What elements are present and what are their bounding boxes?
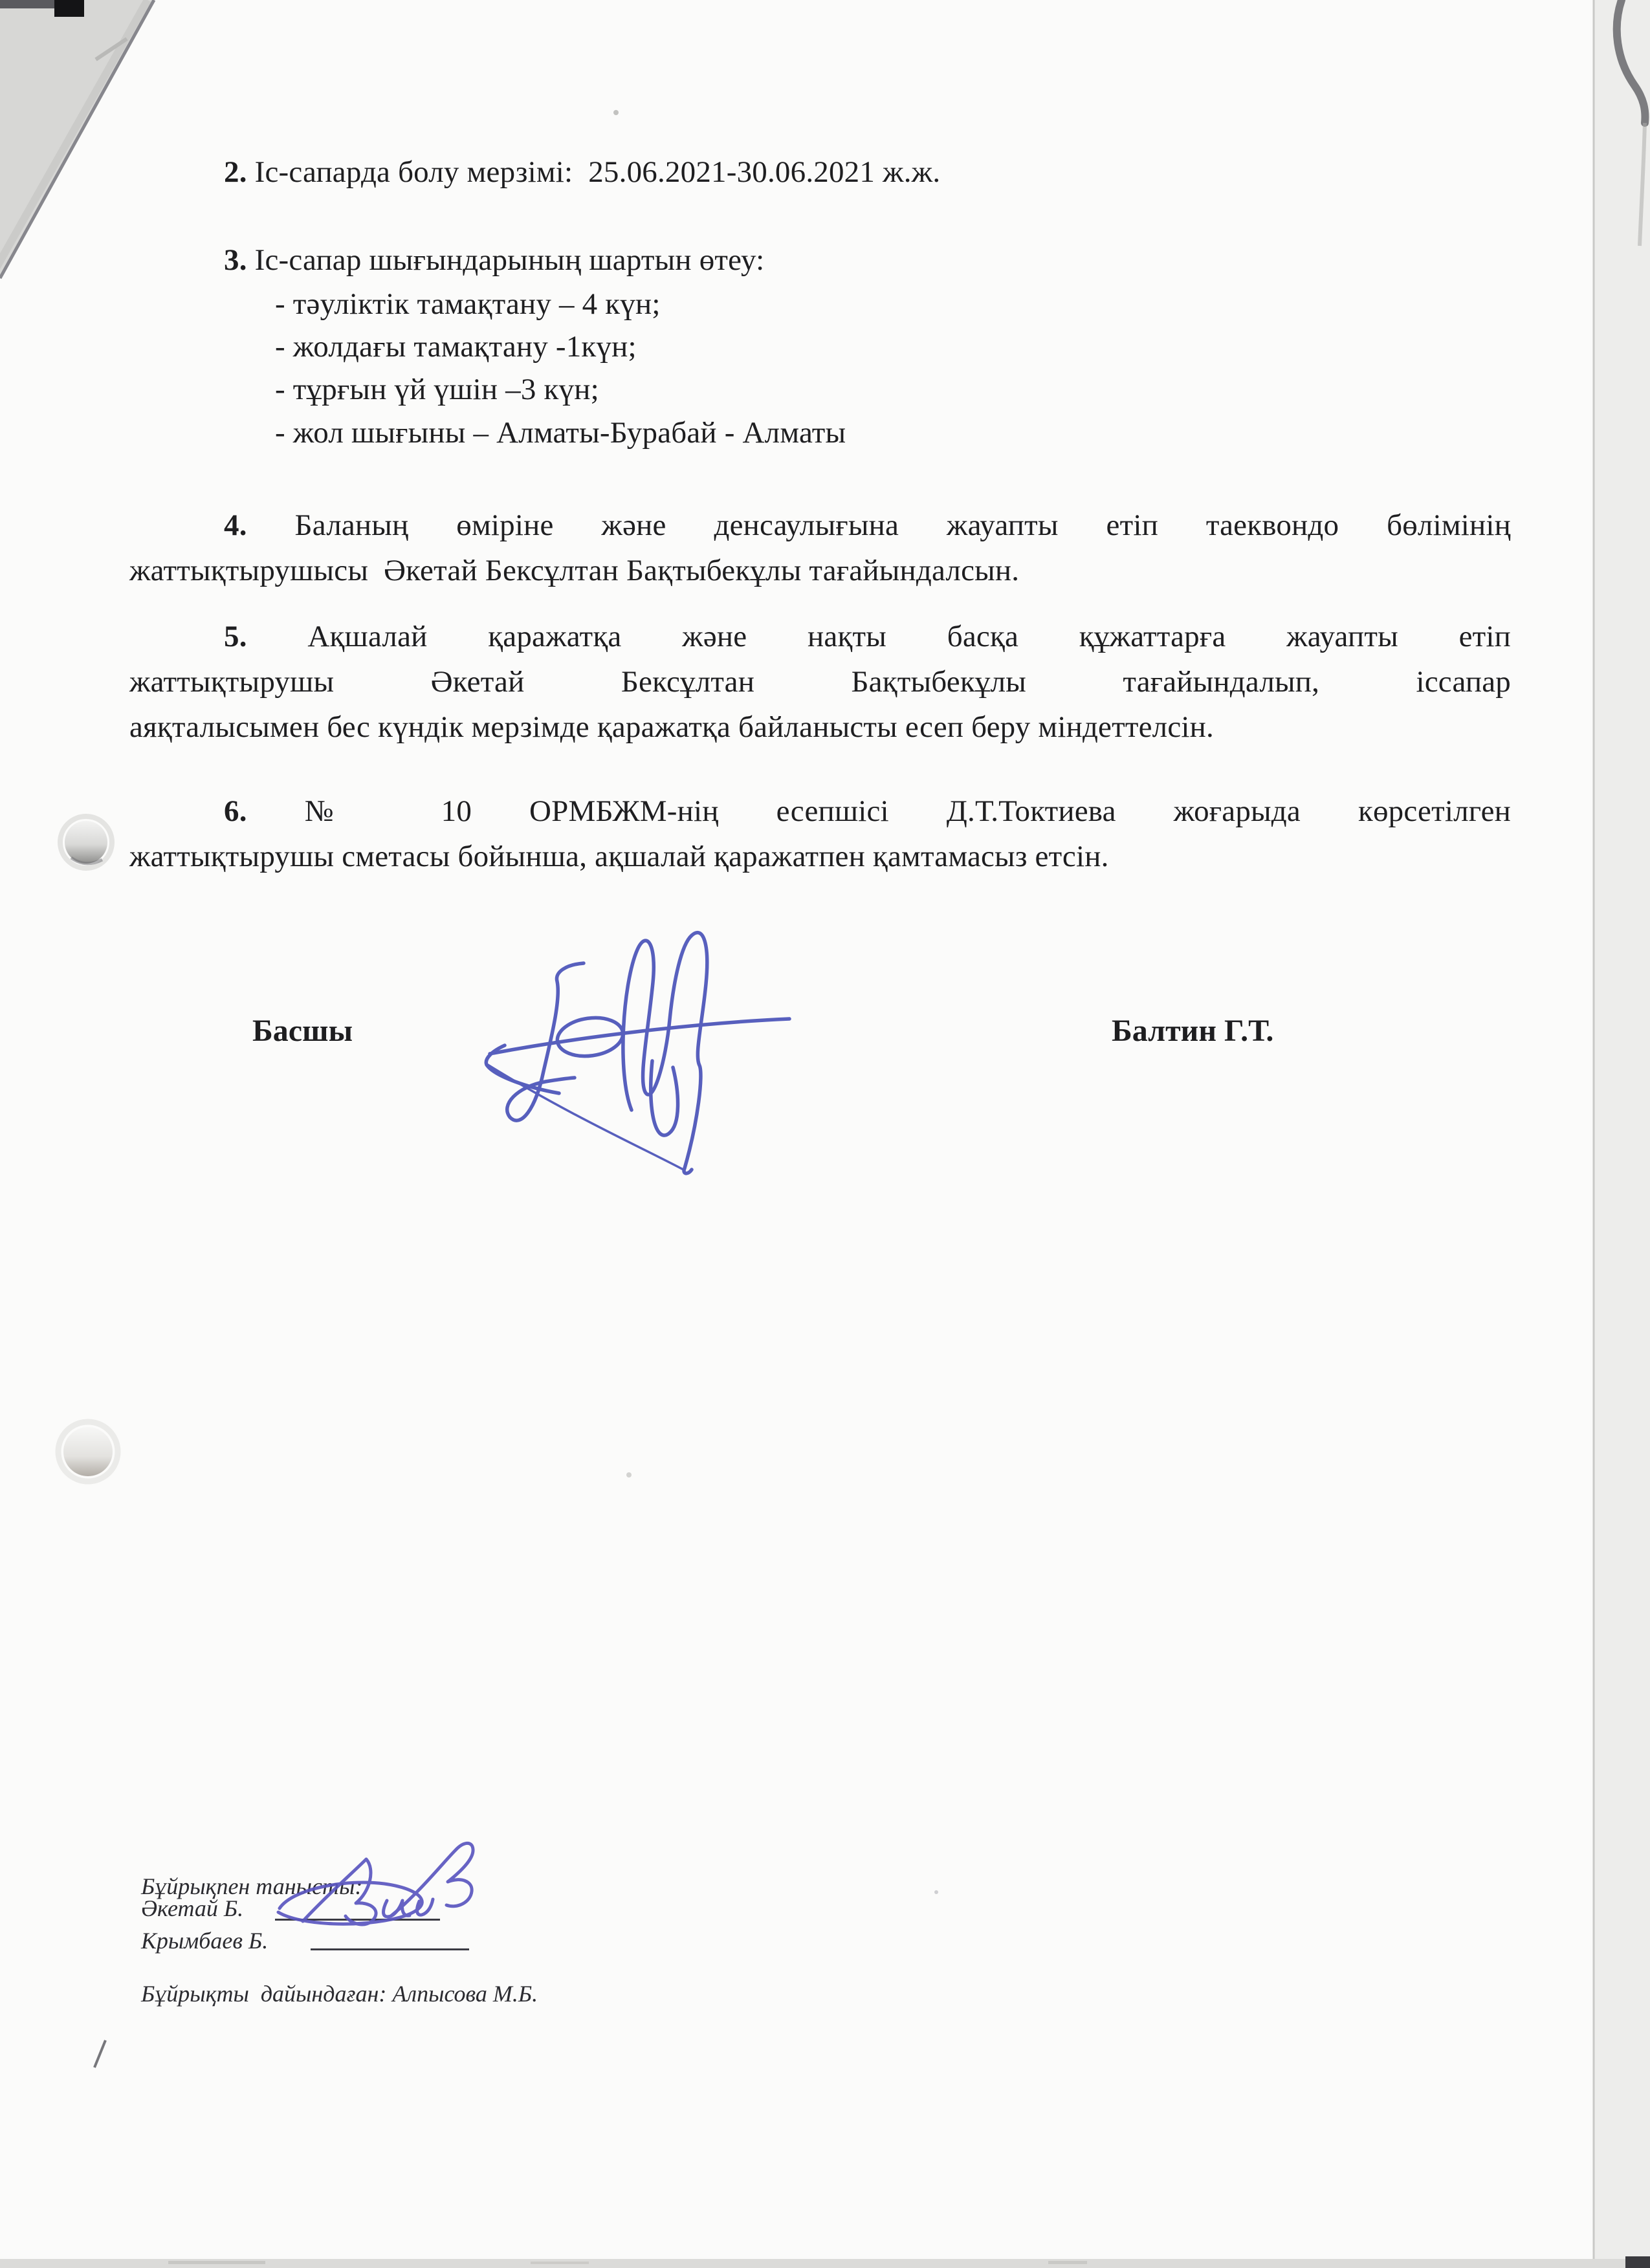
- signoff-role: Басшы: [252, 1014, 353, 1048]
- acknowledged-signer-2: Крымбаев Б.: [141, 1928, 269, 1954]
- hole-punch-top: [60, 816, 112, 868]
- item-text: Іс-сапар шығындарының шартын өтеу:: [247, 243, 765, 277]
- acknowledged-signature: [278, 1843, 473, 1925]
- item-number: 4.: [224, 508, 247, 542]
- acknowledged-label: Бұйрықпен танысты:: [141, 1873, 363, 1899]
- item-text: № 10 ОРМБЖМ-нің есепшісі Д.Т.Токтиева жоғарыда көрсетілген: [247, 794, 1511, 828]
- signature-underline-2: [311, 1948, 469, 1950]
- order-item-2: [129, 153, 1511, 191]
- item-text: Баланың өміріне және денсаулығына жауапты етіп таеквондо бөлімінің: [247, 508, 1511, 542]
- order-item-5-line-3: аяқталысымен бес күндік мерзімде қаражатқа байланысты есеп беру міндеттелсін.: [129, 710, 1214, 744]
- hole-punch-bottom: [58, 1422, 118, 1481]
- prepared-by: Бұйрықты дайындаған: Алпысова М.Б.: [141, 1981, 538, 2007]
- order-item-5-line-1: [129, 617, 1511, 656]
- order-item-6-line-1: [129, 792, 1511, 831]
- order-item-3: [129, 241, 1511, 279]
- scan-specks: [94, 110, 938, 2067]
- order-item-4-line-1: [129, 506, 1511, 545]
- item-number: 6.: [224, 794, 247, 828]
- expense-list-item: - жолдағы тамақтану -1күн;: [275, 330, 637, 364]
- scanner-edge-right: [1593, 0, 1650, 2268]
- item-text: Іс-сапарда болу мерзімі: 25.06.2021-30.06.2021 ж.ж.: [247, 155, 941, 189]
- order-item-5-line-2: жаттықтырушы Әкетай Бексұлтан Бақтыбекұлы тағайындалып, іссапар: [129, 665, 1511, 699]
- director-signature: [486, 933, 789, 1173]
- order-item-6-line-2: жаттықтырушы сметасы бойынша, ақшалай қаражатпен қамтамасыз етсін.: [129, 840, 1109, 873]
- item-number: 3.: [224, 243, 247, 277]
- acknowledged-signer-1: Әкетай Б.: [141, 1895, 244, 1921]
- order-item-4-line-2: жаттықтырушысы Әкетай Бексұлтан Бақтыбекұлы тағайындалсын.: [129, 554, 1020, 587]
- signoff-name: Балтин Г.Т.: [1112, 1014, 1274, 1048]
- scanner-edge-bottom: [0, 2256, 1650, 2268]
- expense-list-item: - тәуліктік тамақтану – 4 күн;: [275, 287, 661, 321]
- pen-slash-mark: [94, 2040, 105, 2067]
- expense-list-item: - тұрғын үй үшін –3 күн;: [275, 373, 599, 406]
- signature-underline-1: [275, 1919, 440, 1921]
- expense-list-item: - жол шығыны – Алматы-Бурабай - Алматы: [275, 416, 846, 450]
- page-fold-corner: [0, 0, 154, 278]
- item-number: 2.: [224, 155, 247, 189]
- item-number: 5.: [224, 620, 247, 653]
- item-text: Ақшалай қаражатқа және нақты басқа құжаттарға жауапты етіп: [247, 620, 1511, 653]
